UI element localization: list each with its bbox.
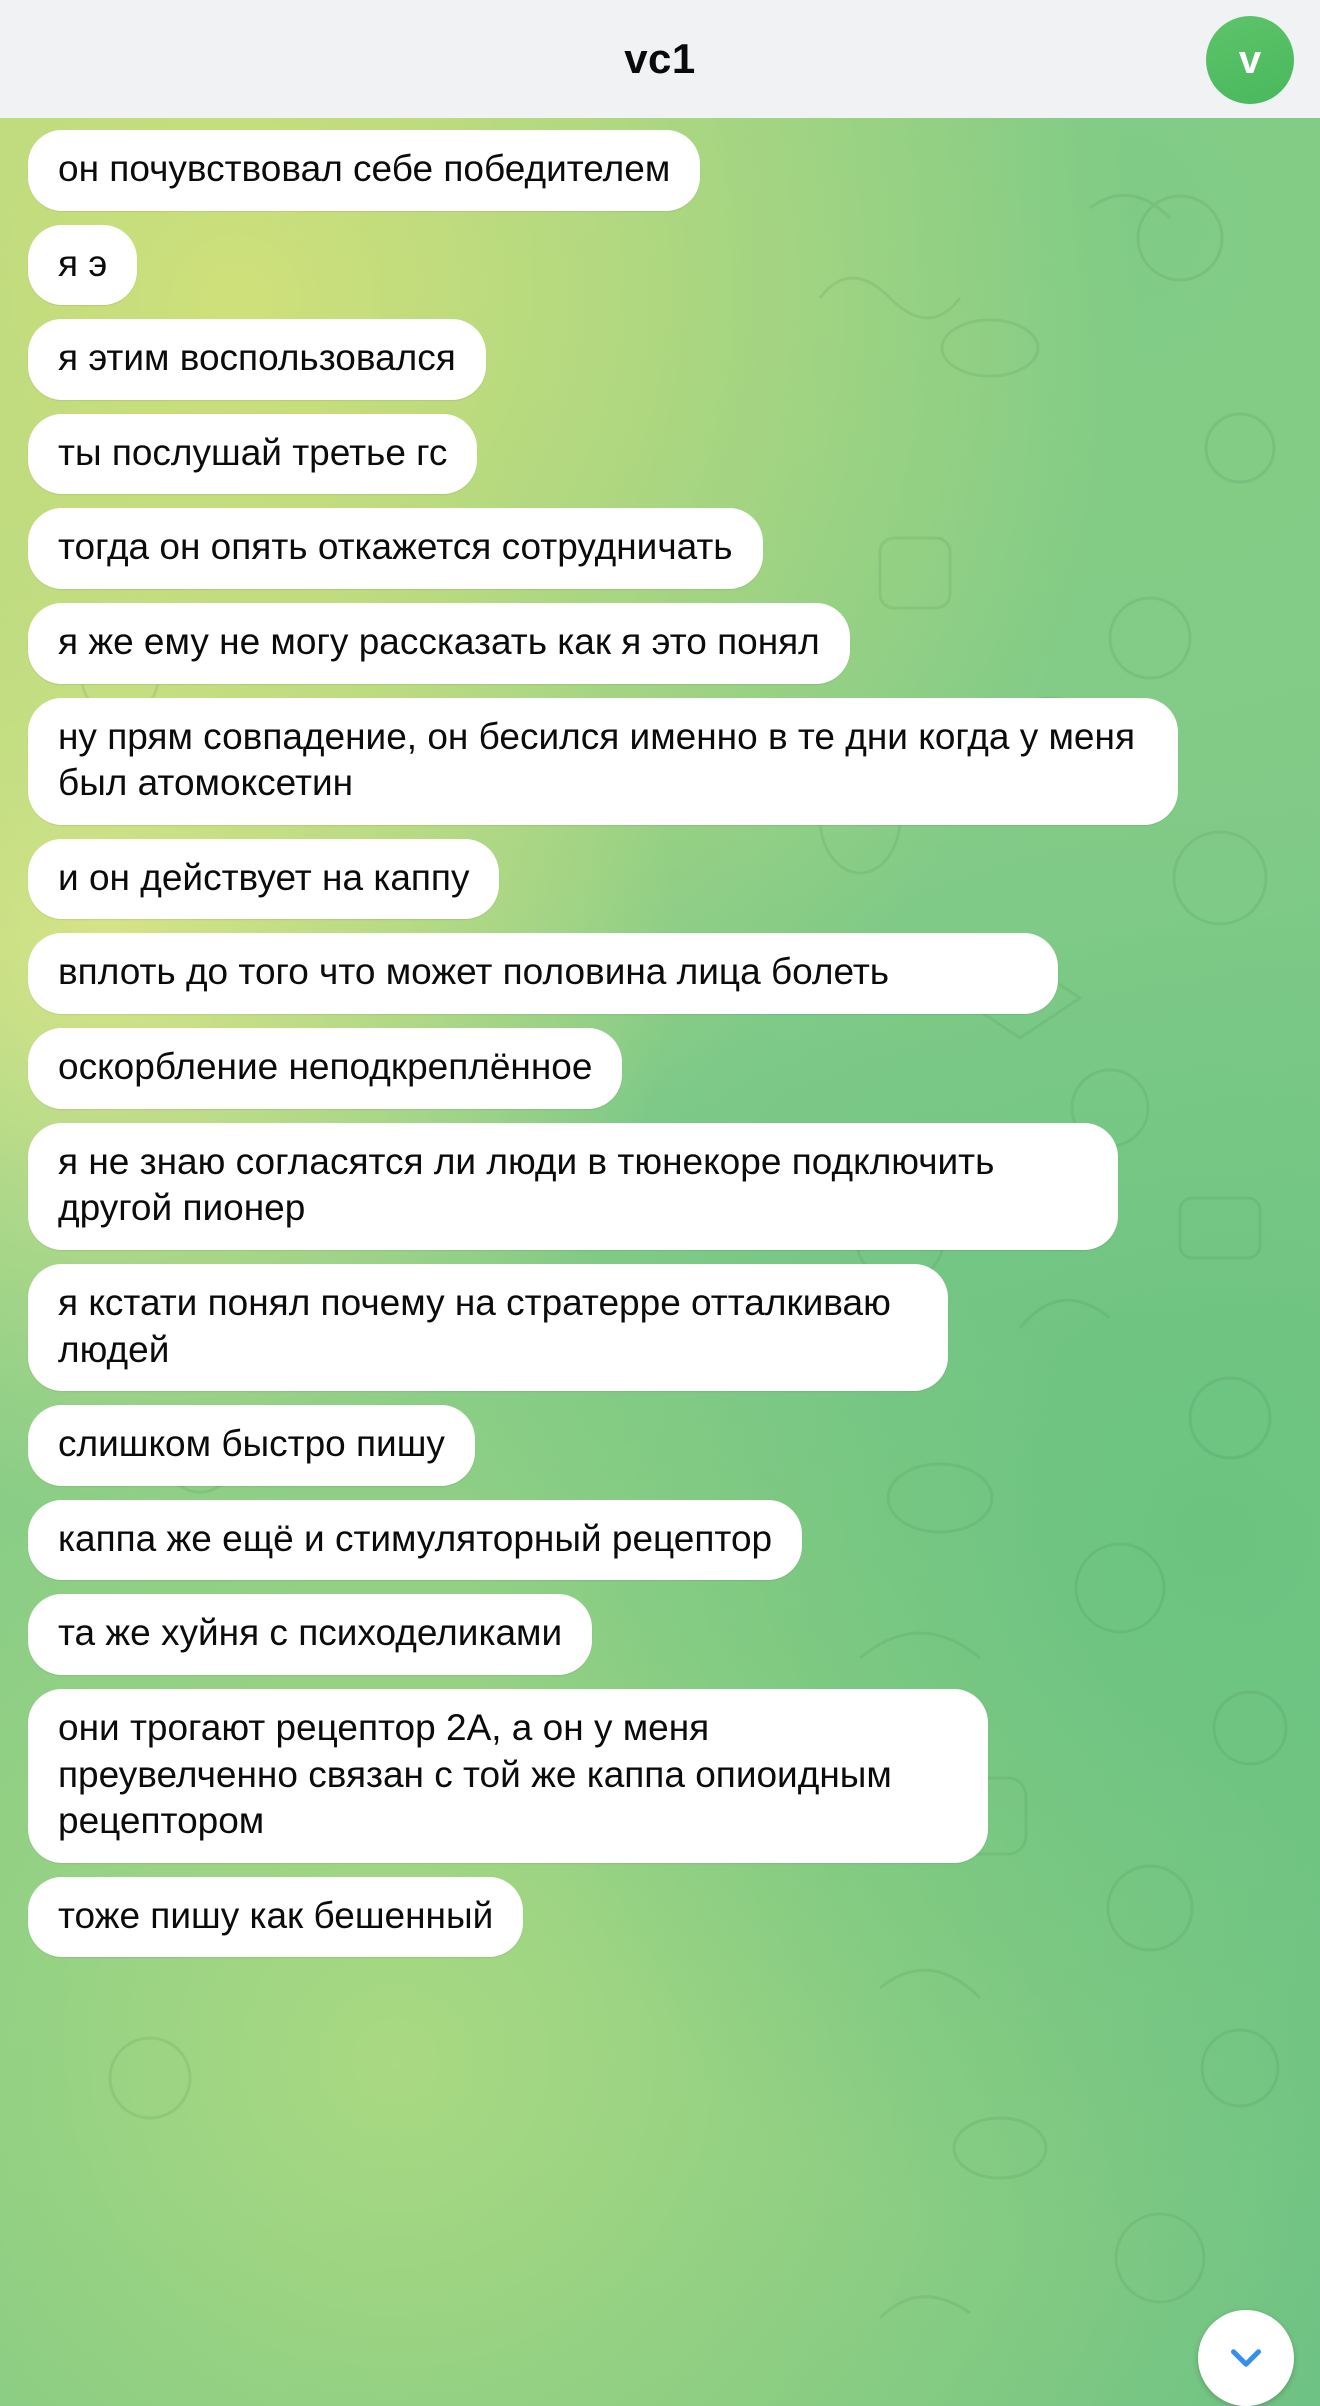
message-list — [0, 130, 1320, 1957]
message-bubble[interactable]: и он действует на каппу — [28, 839, 499, 920]
message-bubble[interactable]: ну прям совпадение, он бесился именно в те дни когда у меня был атомоксетин — [28, 698, 1178, 825]
message-bubble[interactable]: я кстати понял почему на стратерре отталкиваю людей — [28, 1264, 948, 1391]
avatar[interactable]: v — [1206, 16, 1294, 104]
chat-header — [0, 0, 1320, 118]
message-bubble[interactable]: тоже пишу как бешенный — [28, 1877, 523, 1958]
message-bubble[interactable]: я не знаю согласятся ли люди в тюнекоре подключить другой пионер — [28, 1123, 1118, 1250]
message-bubble[interactable]: каппа же ещё и стимуляторный рецептор — [28, 1500, 802, 1581]
message-bubble[interactable]: он почувствовал себе победителем — [28, 130, 700, 211]
page-title: vc1 — [624, 35, 696, 82]
message-bubble[interactable]: я этим воспользовался — [28, 319, 486, 400]
scroll-to-bottom-button[interactable] — [1198, 2310, 1294, 2406]
message-bubble[interactable]: тогда он опять откажется сотрудничать — [28, 508, 763, 589]
message-bubble[interactable]: я же ему не могу рассказать как я это понял — [28, 603, 850, 684]
message-bubble[interactable]: слишком быстро пишу — [28, 1405, 475, 1486]
message-bubble[interactable]: они трогают рецептор 2А, а он у меня преувелченно связан с той же каппа опиоидным рецептором — [28, 1689, 988, 1863]
message-bubble[interactable]: ты послушай третье гс — [28, 414, 477, 495]
message-area — [0, 118, 1320, 2406]
chevron-down-icon — [1221, 2333, 1271, 2383]
message-bubble[interactable]: вплоть до того что может половина лица болеть — [28, 933, 1058, 1014]
message-bubble[interactable]: та же хуйня с психоделиками — [28, 1594, 592, 1675]
message-bubble[interactable]: оскорбление неподкреплённое — [28, 1028, 622, 1109]
message-bubble[interactable]: я э — [28, 225, 137, 306]
